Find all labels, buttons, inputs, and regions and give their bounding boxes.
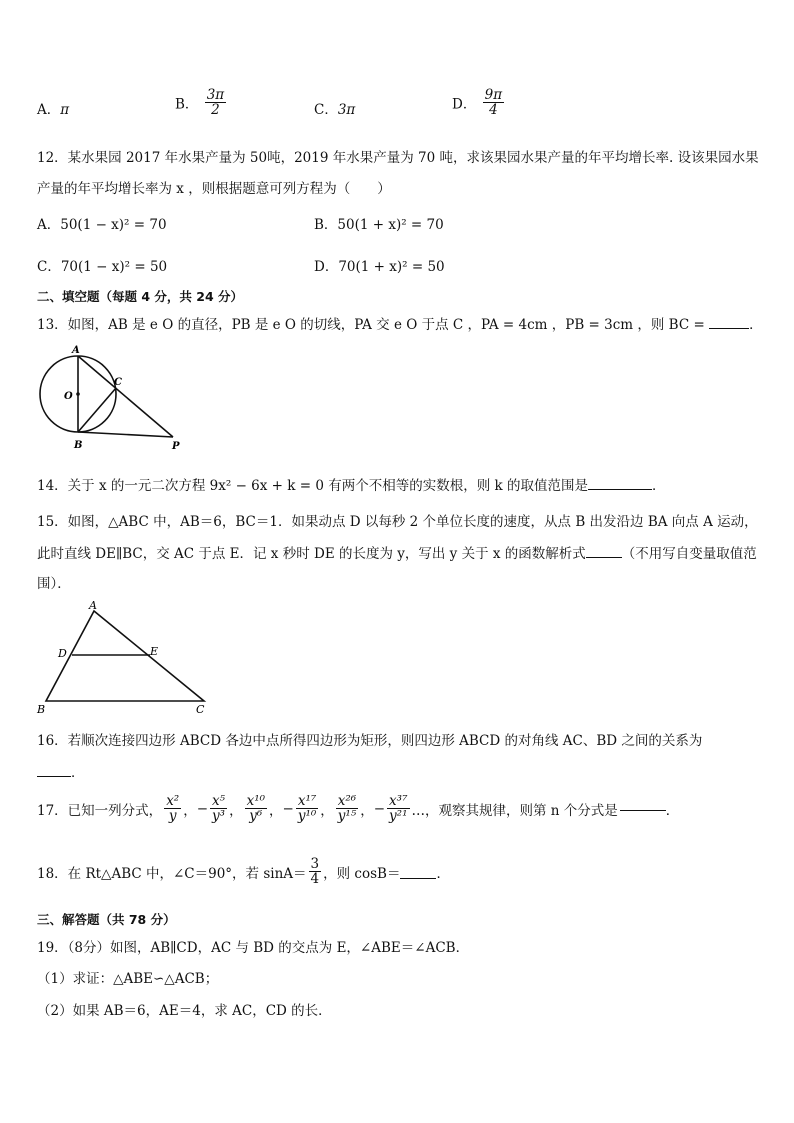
tangent-pb — [78, 432, 173, 437]
q16-answer-line: ． — [37, 761, 85, 781]
q15-stem-line2: 此时直线 DE∥BC，交 AC 于点 E．记 x 秒时 DE 的长度为 y，写出 y 关于 x 的函数解析式 （不用写自变量取值范 — [37, 546, 757, 562]
secant-pa — [78, 356, 173, 437]
q11-option-b: B． $\frac{3\pi}{2}$ — [175, 87, 225, 119]
q17-term-list — [162, 794, 411, 823]
q17-term-sign: − — [282, 800, 294, 817]
label-d: D — [58, 647, 67, 660]
q12-option-a: A．50(1 − x)² = 70 — [37, 217, 167, 233]
label-p: P — [172, 441, 180, 452]
triangle-abc — [46, 611, 204, 701]
q17-term — [162, 794, 197, 823]
q17-term — [243, 794, 283, 823]
q17-separator: ， — [229, 802, 243, 819]
q17-term-sign: − — [373, 800, 386, 817]
q15-stem-line3: 围）． — [37, 576, 71, 592]
q17-term-numerator: x³⁷ — [387, 794, 409, 809]
q14-answer-blank[interactable] — [588, 476, 652, 490]
q13-answer-blank[interactable] — [709, 315, 749, 329]
q17-term-denominator: y²¹ — [389, 808, 408, 825]
q17-term-numerator: x²⁶ — [336, 794, 358, 809]
label-o: O — [64, 391, 73, 402]
label-a: A — [89, 599, 97, 612]
label-c: C — [114, 377, 122, 388]
label-e: E — [150, 645, 159, 658]
q17-term-numerator: x² — [166, 793, 180, 809]
q17-answer-blank[interactable] — [620, 797, 666, 811]
q13-circle-figure — [36, 342, 186, 454]
q17-separator: ， — [183, 802, 197, 819]
chord-bc — [78, 388, 116, 432]
q17-term — [197, 794, 243, 823]
q17-term-denominator: y¹⁰ — [297, 808, 317, 825]
q12-stem-line2: 产量的年平均增长率为 x ，则根据题意可列方程为（ ） — [37, 181, 391, 197]
q12-stem-line1: 12．某水果园 2017 年水果产量为 50吨，2019 年水果产量为 70 吨，求该果园水果产量的年平均增长率. 设该果园水果 — [37, 150, 759, 166]
q16-answer-blank[interactable] — [37, 763, 71, 777]
q17-separator: ， — [360, 802, 374, 819]
q15-answer-blank[interactable] — [586, 544, 622, 558]
q18-stem: 18．在 Rt△ABC 中，∠C＝90°，若 sinA＝ $\frac{3}{4}$ ，则 cosB＝ ． — [37, 856, 450, 888]
section-3-heading: 三、解答题（共 78 分） — [37, 912, 176, 927]
q11-option-a: A．π — [37, 102, 70, 118]
label-b: B — [74, 440, 83, 451]
q15-stem-line1: 15．如图，△ABC 中，AB＝6，BC＝1．如果动点 D 以每秒 2 个单位长度的速度，从点 B 出发沿边 BA 向点 A 运动， — [37, 514, 758, 530]
q19-part1: （1）求证：△ABE∽△ACB； — [37, 971, 219, 987]
q15-triangle-figure — [34, 597, 214, 719]
q17-separator: ， — [269, 802, 283, 819]
label-b: B — [37, 703, 46, 716]
q19-stem: 19．（8分）如图，AB∥CD，AC 与 BD 的交点为 E，∠ABE＝∠ACB． — [37, 940, 470, 956]
q17-term-numerator: x¹⁷ — [296, 794, 318, 809]
q12-option-b: B．50(1 + x)² = 70 — [314, 217, 444, 233]
q17-term-sign: − — [196, 800, 209, 817]
q13-stem: 13．如图，AB 是 e O 的直径，PB 是 e O 的切线，PA 交 e O 于点 C ，PA = 4cm ，PB = 3cm ，则 BC = ． — [37, 317, 763, 333]
q17-term-denominator: y⁶ — [249, 808, 263, 825]
center-dot — [76, 392, 80, 396]
q11-option-d: D． $\frac{9\pi}{4}$ — [452, 87, 503, 119]
q14-stem: 14．关于 x 的一元二次方程 9x² − 6x + k = 0 有两个不相等的实数根，则 k 的取值范围是 ． — [37, 478, 666, 494]
q19-part2: （2）如果 AB＝6，AE＝4，求 AC，CD 的长． — [37, 1003, 332, 1019]
q17-stem: 17．已知一列分式， $\frac{\text{x²}}{y}$ ， − $\frac{\text{x⁵}}{\text{y³}}$ ， $\frac{\text{x¹⁰}}{\text{y⁶}}$ ， − $\frac{\text{x¹⁷}}{\text{y¹⁰}}$ ， $\frac{\text{x²⁶}}{\text{y¹⁵}}$ ， − $\frac{\text{x³⁷}}{\text{y²¹}}$ …，观察其规律，则第 n 个分式是 ． — [37, 793, 680, 825]
q17-term-numerator: x¹⁰ — [246, 793, 266, 809]
q17-separator: ， — [320, 802, 334, 819]
q17-term — [374, 794, 412, 823]
q17-term — [283, 794, 334, 823]
q12-option-c: C．70(1 − x)² = 50 — [37, 259, 168, 275]
label-a: A — [72, 345, 80, 356]
q16-stem: 16．若顺次连接四边形 ABCD 各边中点所得四边形为矩形，则四边形 ABCD 的对角线 AC、BD 之间的关系为 — [37, 733, 703, 749]
section-2-heading: 二、填空题（每题 4 分，共 24 分） — [37, 289, 244, 304]
q17-term-denominator: y³ — [212, 808, 226, 825]
q17-term-numerator: x⁵ — [210, 794, 227, 809]
q17-term — [334, 794, 374, 823]
label-c: C — [196, 703, 205, 716]
q11-option-c: C．3π — [314, 102, 356, 118]
q12-option-d: D．70(1 + x)² = 50 — [314, 259, 445, 275]
q17-term-denominator: y — [168, 808, 177, 825]
q18-answer-blank[interactable] — [400, 865, 436, 879]
q17-term-denominator: y¹⁵ — [337, 808, 357, 825]
